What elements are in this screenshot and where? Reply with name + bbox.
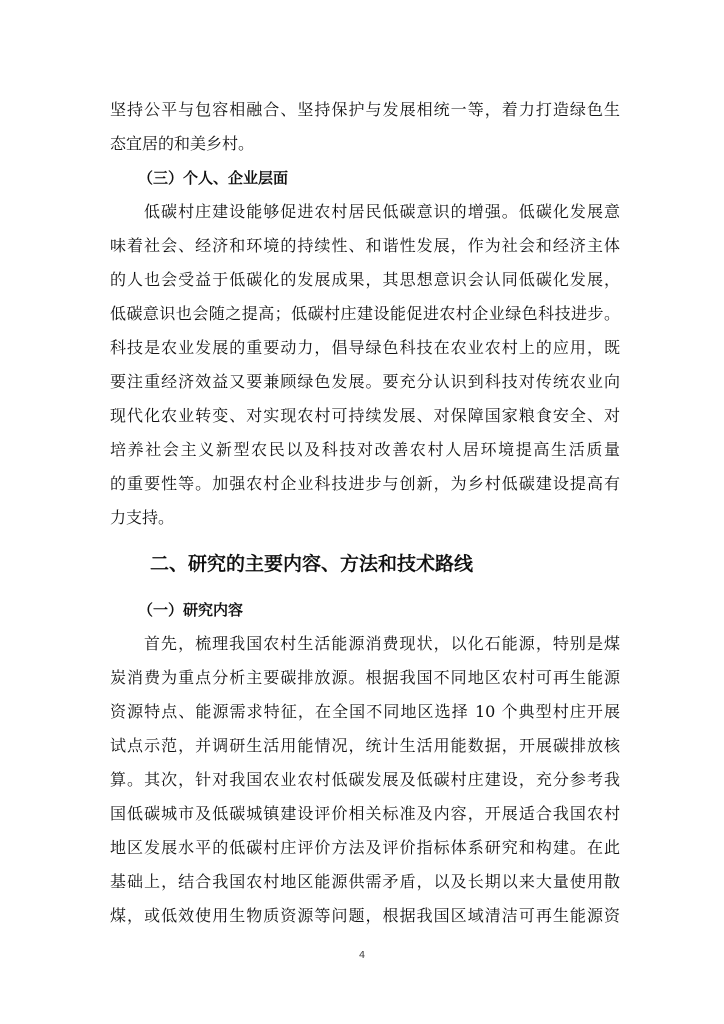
text-line: 低碳村庄建设能够促进农村居民低碳意识的增强。低碳化发展意 [144, 202, 620, 221]
text-line: 炭消费为重点分析主要碳排放源。根据我国不同地区农村可再生能源 [110, 668, 620, 687]
text-line: 要注重经济效益又要兼顾绿色发展。要充分认识到科技对传统农业向 [110, 372, 620, 391]
text-line: 坚持公平与包容相融合、坚持保护与发展相统一等，着力打造绿色生 [110, 100, 620, 119]
text-line: 的重要性等。加强农村企业科技进步与创新，为乡村低碳建设提高有 [110, 474, 620, 493]
text-line: 基础上，结合我国农村地区能源供需矛盾，以及长期以来大量使用散 [110, 872, 620, 891]
text-line: 低碳意识也会随之提高；低碳村庄建设能促进农村企业绿色科技进步。 [110, 304, 620, 323]
subheading-research-content: （一）研究内容 [138, 601, 244, 619]
text-line: 资源特点、能源需求特征，在全国不同地区选择 10 个典型村庄开展 [110, 702, 620, 721]
text-line: 的人也会受益于低碳化的发展成果，其思想意识会认同低碳化发展， [110, 270, 620, 289]
text-line: 力支持。 [110, 508, 175, 527]
text-line: 现代化农业转变、对实现农村可持续发展、对保障国家粮食安全、对 [110, 406, 620, 425]
paragraph-research-content [110, 627, 620, 933]
text-line: 国低碳城市及低碳城镇建设评价相关标准及内容，开展适合我国农村 [110, 804, 620, 823]
text-line: 首先，梳理我国农村生活能源消费现状，以化石能源，特别是煤 [144, 634, 620, 653]
text-line: 煤，或低效使用生物质资源等问题，根据我国区域清洁可再生能源资 [110, 906, 620, 925]
text-line: 地区发展水平的低碳村庄评价方法及评价指标体系研究和构建。在此 [110, 838, 620, 857]
page-number: 4 [358, 950, 366, 961]
text-line: 态宜居的和美乡村。 [110, 134, 255, 153]
text-line: 味着社会、经济和环境的持续性、和谐性发展，作为社会和经济主体 [110, 236, 620, 255]
subheading-personal-enterprise: （三）个人、企业层面 [138, 169, 289, 187]
text-line: 培养社会主义新型农民以及科技对改善农村人居环境提高生活质量 [110, 440, 620, 459]
text-line: 科技是农业发展的重要动力，倡导绿色科技在农业农村上的应用，既 [110, 338, 620, 357]
text-line: 算。其次，针对我国农业农村低碳发展及低碳村庄建设，充分参考我 [110, 770, 620, 789]
text-line: 试点示范，并调研生活用能情况，统计生活用能数据，开展碳排放核 [110, 736, 620, 755]
section-heading-research: 二、研究的主要内容、方法和技术路线 [150, 553, 474, 575]
paragraph-intro [110, 93, 620, 161]
paragraph-personal-enterprise [110, 195, 620, 535]
page-body [110, 93, 620, 933]
